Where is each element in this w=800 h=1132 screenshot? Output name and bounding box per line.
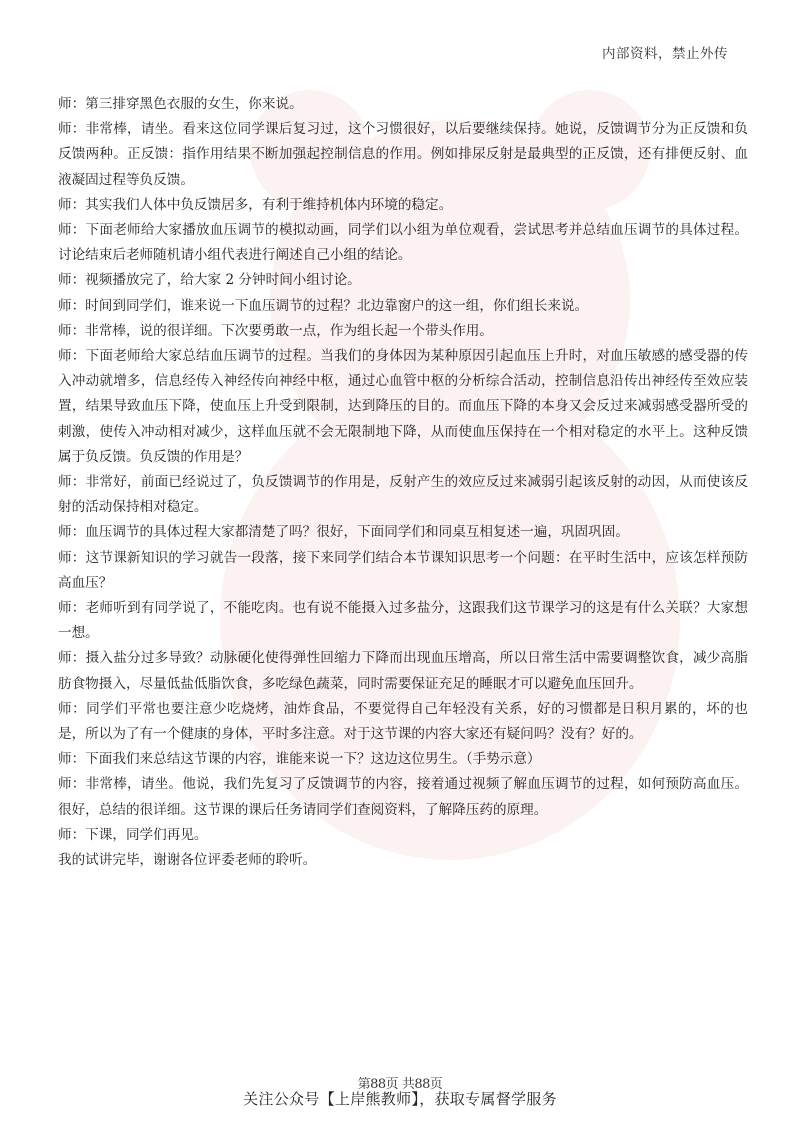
paragraph-8: 师：下面老师给大家总结血压调节的过程。当我们的身体因为某种原因引起血压上升时，对血压敏感的感受器的传入冲动就增多，信息经传入神经传向神经中枢，通过心血管中枢的分析综合活动，控制信息沿传出神经传至效应装置，结果导致血压下降，使血压上升受到限制，达到降压的目的。而血压下降的本身又会反过来减弱感受器所受的刺激，使传入冲动相对减少，这样血压就不会无限制地下降，从而使血压保持在一个相对稳定的水平上。这种反馈属于负反馈。负反馈的作用是？	[58, 348, 748, 465]
paragraph-4: 师：下面老师给大家播放血压调节的模拟动画，同学们以小组为单位观看，尝试思考并总结血压调节的具体过程。讨论结束后老师随机请小组代表进行阐述自己小组的结论。	[58, 222, 748, 264]
paragraph-1: 师：第三排穿黑色衣服的女生，你来说。	[58, 96, 303, 112]
page-number: 第88页 共88页	[357, 1077, 443, 1092]
transcript-body	[58, 92, 748, 873]
paragraph-17: 师：下课，同学们再见。	[58, 826, 208, 843]
paragraph-15: 师：下面我们来总结这节课的内容，谁能来说一下？这边这位男生。（手势示意）	[58, 751, 541, 768]
paragraph-5: 师：视频播放完了，给大家 2 分钟时间小组讨论。	[58, 272, 361, 289]
paragraph-10: 师：血压调节的具体过程大家都清楚了吗？很好，下面同学们和同桌互相复述一遍，巩固巩固。	[58, 524, 629, 541]
paragraph-16: 师：非常棒，请坐。他说，我们先复习了反馈调节的内容，接着通过视频了解血压调节的过程，如何预防高血压。很好，总结的很详细。这节课的课后任务请同学们查阅资料，了解降压药的原理。	[58, 776, 748, 818]
confidential-note: 内部资料，禁止外传	[602, 46, 728, 62]
paragraph-3: 师：其实我们人体中负反馈居多，有利于维持机体内环境的稳定。	[58, 196, 453, 213]
paragraph-13: 师：摄入盐分过多导致？动脉硬化使得弹性回缩力下降而出现血压增高，所以日常生活中需要调整饮食，减少高脂肪食物摄入，尽量低盐低脂饮食，多吃绿色蔬菜，同时需要保证充足的睡眠才可以避免血压回升。	[58, 650, 748, 692]
paragraph-6: 师：时间到同学们，谁来说一下血压调节的过程？北边靠窗户的这一组，你们组长来说。	[58, 297, 589, 314]
paragraph-9: 师：非常好，前面已经说过了，负反馈调节的作用是，反射产生的效应反过来减弱引起该反射的动因，从而使该反射的活动保持相对稳定。	[58, 474, 748, 516]
paragraph-11: 师：这节课新知识的学习就告一段落，接下来同学们结合本节课知识思考一个问题：在平时生活中，应该怎样预防高血压？	[58, 549, 748, 591]
paragraph-2: 师：非常棒，请坐。看来这位同学课后复习过，这个习惯很好，以后要继续保持。她说，反馈调节分为正反馈和负反馈两种。正反馈：指作用结果不断加强起控制信息的作用。例如排尿反射是最典型的正反馈，还有排便反射、血液凝固过程等负反馈。	[58, 121, 748, 188]
paragraph-12: 师：老师听到有同学说了，不能吃肉。也有说不能摄入过多盐分，这跟我们这节课学习的这是有什么关联？大家想一想。	[58, 600, 748, 642]
paragraph-14: 师：同学们平常也要注意少吃烧烤，油炸食品，不要觉得自己年轻没有关系，好的习惯都是日积月累的，坏的也是，所以为了有一个健康的身体，平时多注意。对于这节课的内容大家还有疑问吗？没有？好的。	[58, 700, 748, 743]
paragraph-7: 师：非常棒，说的很详细。下次要勇敢一点，作为组长起一个带头作用。	[58, 322, 493, 339]
footer-slogan: 关注公众号【上岸熊教师】，获取专属督学服务	[243, 1090, 557, 1108]
paragraph-18: 我的试讲完毕，谢谢各位评委老师的聆听。	[58, 852, 317, 869]
